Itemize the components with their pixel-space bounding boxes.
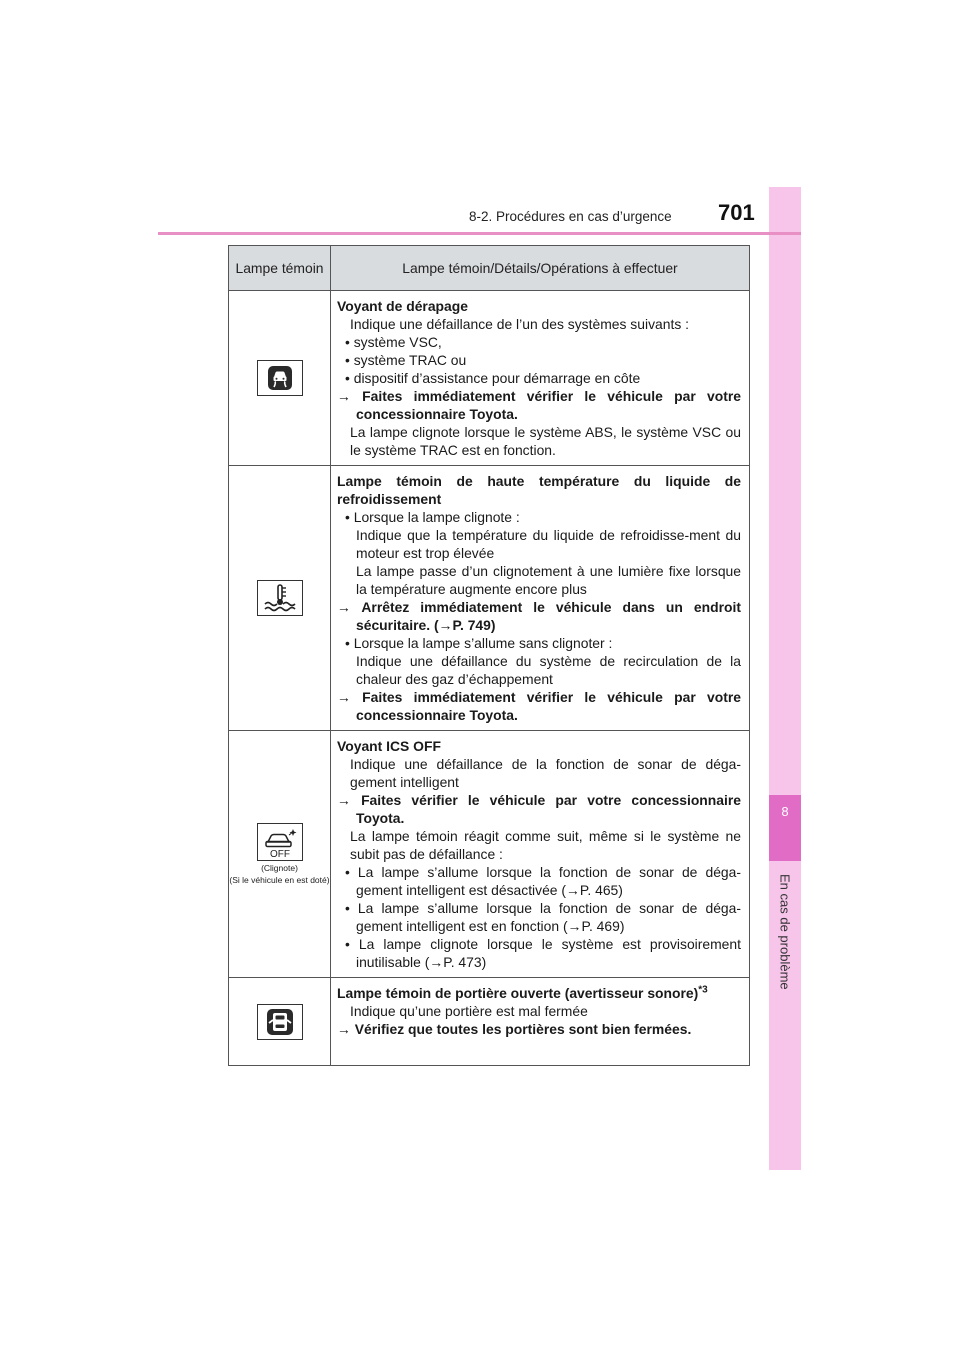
lamp-note: La lampe clignote lorsque le système ABS, le système VSC ou le système TRAC est en fonction.: [350, 424, 741, 458]
lamp-text: Indique qu’une portière est mal fermée: [350, 1003, 588, 1019]
lamp-title: Voyant de dérapage: [337, 298, 468, 314]
lamp-title: Voyant ICS OFF: [337, 738, 441, 754]
action-text: → Faites vérifier le véhicule par votre concessionnaire Toyota.: [337, 792, 741, 826]
section-title: 8-2. Procédures en cas d’urgence: [469, 209, 672, 224]
action-text: → Arrêtez immédiatement le véhicule dans un endroit sécuritaire. (→P. 749): [337, 599, 741, 633]
header-rule: [158, 232, 801, 235]
list-item: • système VSC,: [345, 334, 442, 350]
ics-off-label: OFF: [269, 849, 290, 859]
lamp-title-text: Lampe témoin de portière ouverte (avertisseur sonore): [337, 985, 699, 1001]
list-item: • Lorsque la lampe clignote :: [345, 509, 520, 525]
lamp-text: Indique une défaillance du système de recirculation de la chaleur des gaz d’échappement: [356, 653, 741, 687]
list-item: • La lampe clignote lorsque le système est provisoirement inutilisable (→P. 473): [345, 936, 741, 970]
lamp-text: Indique une défaillance de l’un des systèmes suivants :: [350, 316, 689, 332]
details-cell: [331, 731, 750, 978]
lamp-cell: [229, 978, 331, 1066]
column-header-lamp: Lampe témoin: [229, 246, 331, 291]
details-cell: [331, 466, 750, 731]
action-text: → Vérifiez que toutes les portières sont bien fermées.: [337, 1021, 692, 1037]
table-row: [229, 466, 750, 731]
column-header-details: Lampe témoin/Détails/Opérations à effectuer: [331, 246, 750, 291]
lamp-cell: [229, 731, 331, 978]
chapter-label: En cas de problème: [777, 874, 793, 990]
lamp-text: Indique une défaillance de la fonction de sonar de déga-gement intelligent: [350, 756, 741, 790]
footnote-marker: *3: [698, 984, 708, 996]
details-cell: [331, 291, 750, 466]
table-row: [229, 291, 750, 466]
action-text: → Faites immédiatement vérifier le véhicule par votre concessionnaire Toyota.: [337, 689, 741, 723]
lamp-cell: [229, 291, 331, 466]
icon-caption: (Si le véhicule en est doté): [229, 875, 330, 885]
table-row: [229, 978, 750, 1066]
chapter-number: 8: [769, 795, 801, 861]
lamp-title: Lampe témoin de haute température du liquide de refroidissement: [337, 473, 741, 507]
list-item: • dispositif d’assistance pour démarrage en côte: [345, 370, 641, 386]
list-item: • La lampe s’allume lorsque la fonction de sonar de déga-gement intelligent est désactivée (→P. 465): [345, 864, 741, 898]
warning-lamp-table: [228, 245, 750, 1066]
table-header-row: [229, 246, 750, 291]
list-item: • Lorsque la lampe s’allume sans clignoter :: [345, 635, 613, 651]
table-row: [229, 731, 750, 978]
coolant-temperature-icon: [257, 580, 303, 616]
door-open-icon: [257, 1004, 303, 1040]
icon-caption: (Clignote): [261, 863, 298, 873]
details-cell: [331, 978, 750, 1066]
page-number: 701: [718, 200, 755, 225]
lamp-title: [337, 984, 741, 1002]
list-item: • système TRAC ou: [345, 352, 467, 368]
lamp-text: La lampe passe d’un clignotement à une lumière fixe lorsque la température augmente encore plus: [356, 563, 741, 597]
lamp-text: Indique que la température du liquide de refroidisse-ment du moteur est trop élevée: [356, 527, 741, 561]
list-item: • La lampe s’allume lorsque la fonction de sonar de déga-gement intelligent est en fonction (→P. 469): [345, 900, 741, 934]
action-text: → Faites immédiatement vérifier le véhicule par votre concessionnaire Toyota.: [337, 388, 741, 422]
lamp-note: La lampe témoin réagit comme suit, même si le système ne subit pas de défaillance :: [350, 828, 741, 862]
lamp-cell: [229, 466, 331, 731]
skid-indicator-icon: [257, 360, 303, 396]
ics-off-icon: [257, 823, 303, 861]
